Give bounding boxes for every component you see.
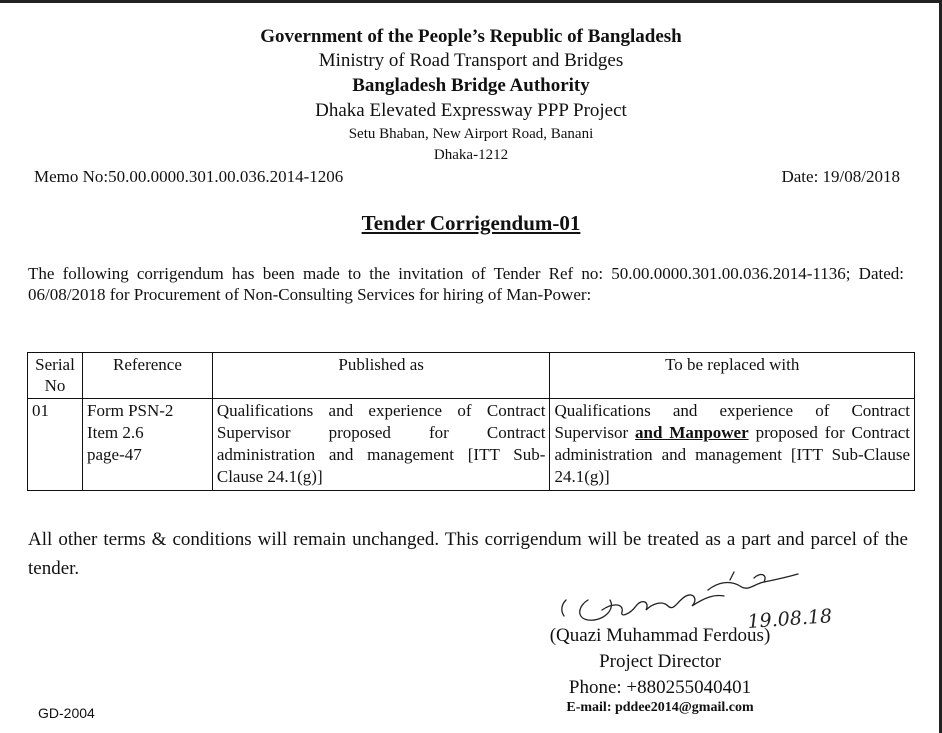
replaced-text-c: proposed for Contract administration and management [ITT Sub-Clause 24.1(g)] [554, 423, 911, 486]
header-replaced: To be replaced with [550, 353, 915, 399]
memo-date: Date: 19/08/2018 [781, 167, 900, 186]
subject-text: Tender Corrigendum-01 [361, 211, 581, 235]
replaced-emphasis: and Manpower [635, 423, 749, 442]
city-line: Dhaka-1212 [433, 147, 509, 163]
header-serial: Serial No [28, 353, 83, 399]
reference-form: Form PSN-2 [86, 401, 174, 420]
address-line: Setu Bhaban, New Airport Road, Banani [348, 126, 594, 142]
reference-item: Item 2.6 [86, 423, 144, 442]
signer-name: (Quazi Muhammad Ferdous) [549, 625, 771, 646]
signer-phone: Phone: +880255040401 [568, 677, 752, 698]
footer-reference: GD-2004 [38, 705, 95, 721]
signer-email: E-mail: pddee2014@gmail.com [566, 700, 754, 715]
govt-heading: Government of the People’s Republic of Bangladesh [260, 26, 682, 47]
handwritten-date: 19.08.18 [746, 605, 833, 633]
cell-replaced [550, 399, 915, 491]
table-header-row [28, 353, 915, 399]
header-reference: Reference [82, 353, 212, 399]
cell-published: Qualifications and experience of Contract Supervisor proposed for Contract administration and management [ITT Sub-Clause 24.1(g)] [212, 399, 550, 491]
cell-reference [82, 399, 212, 491]
replaced-text-a: Qualifications and experience of Contract Supervisor [554, 401, 910, 442]
top-border [0, 0, 942, 3]
corrigendum-table [27, 352, 915, 491]
closing-paragraph: All other terms & conditions will remain unchanged. This corrigendum will be treated as a part and parcel of the tender. [28, 529, 908, 579]
reference-page: page-47 [86, 445, 142, 464]
header-published: Published as [212, 353, 550, 399]
signer-title: Project Director [599, 651, 721, 672]
project-heading: Dhaka Elevated Expressway PPP Project [315, 100, 627, 121]
ministry-heading: Ministry of Road Transport and Bridges [318, 50, 624, 71]
table-row [28, 399, 915, 491]
memo-number: Memo No:50.00.0000.301.00.036.2014-1206 [34, 167, 344, 186]
intro-paragraph: The following corrigendum has been made to the invitation of Tender Ref no: 50.00.0000.301.00.036.2014-1136; Dated: 06/08/2018 for Procurement of Non-Consulting Services for hiring of Man-Power: [28, 264, 904, 304]
cell-serial: 01 [28, 399, 83, 491]
authority-heading: Bangladesh Bridge Authority [352, 75, 590, 96]
document-subject [0, 211, 942, 236]
